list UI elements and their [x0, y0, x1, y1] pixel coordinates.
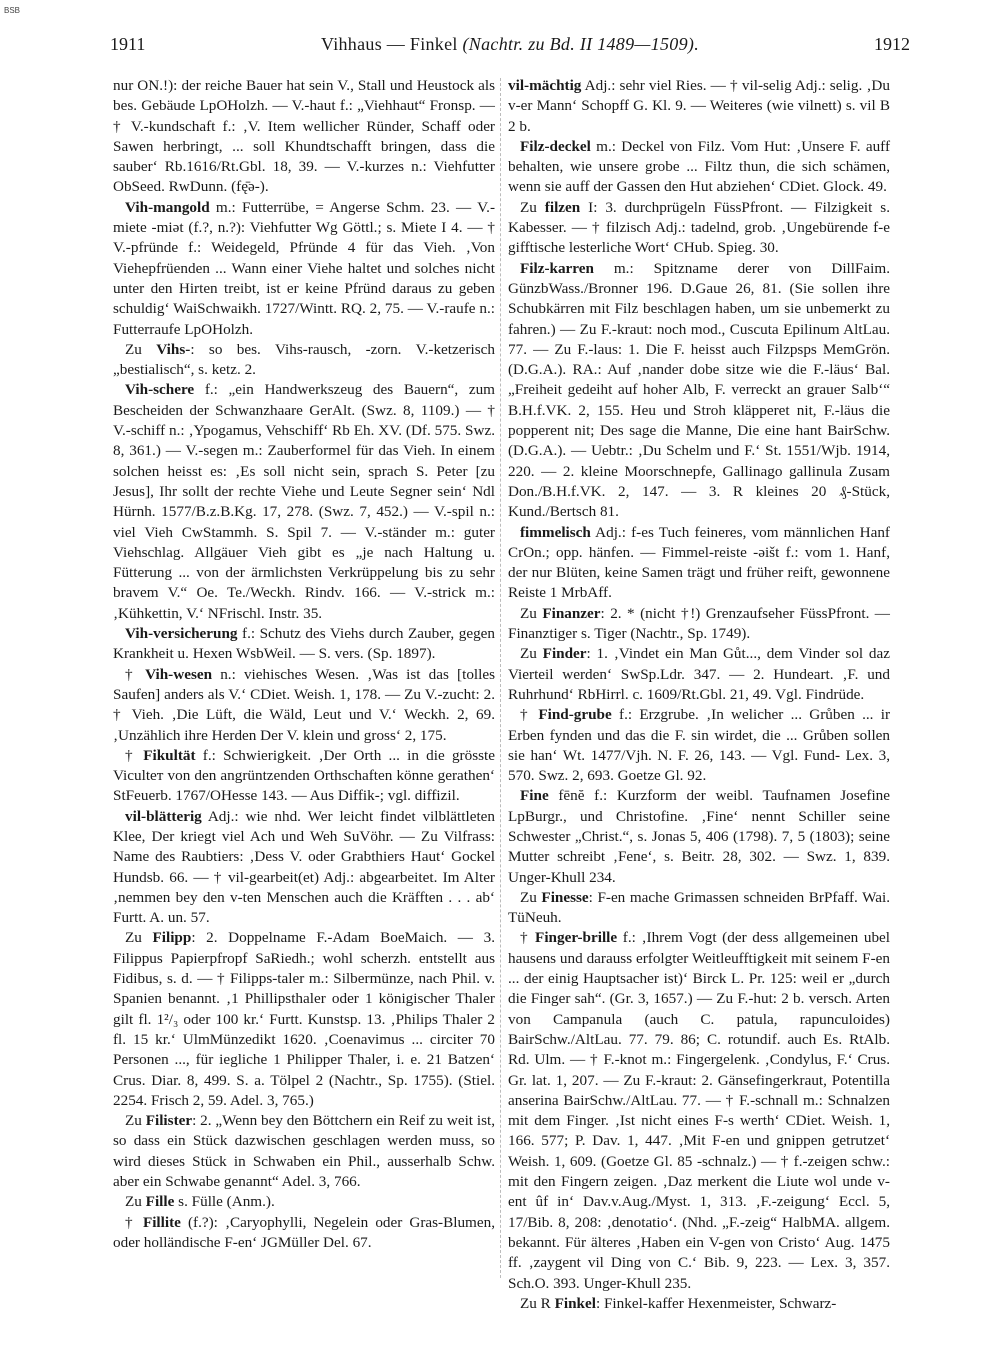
- entry-text: : 2. * (nicht †!) Grenzaufseher FüssPfront. — Finanztiger s. Tiger (Nachtr., Sp. 1749).: [508, 604, 890, 643]
- entry-headword: Filister: [145, 1112, 193, 1130]
- entry-text: m.: Deckel von Filz. Vom Hut: ‚Unsere F. auff behalten, wie unsere grobe ... Filtz thun, die sich schämen, wenn sie auff der Gassen den Hut abziehen‘ CDiet. Glock. 49.: [508, 137, 890, 196]
- entry-text: : 1. ‚Vindet ein Man Gůt..., dem Vinder sol daz Vierteil werden‘ SwSp.Ldr. 347. — 2. Hundeart. ‚F. und Ruhrhund‘ RbHirrl. c. 1609/Rt.Gbl. 21, 49. Vgl. Findrüde.: [508, 645, 891, 703]
- dictionary-entry: [508, 1294, 890, 1314]
- entry-lead: Zu: [520, 604, 543, 622]
- entry-text: Adj.: f-es Tuch feineres, vom männlichen Hanf CrOn.; opp. hänfen. — Fimmel-reiste -əišt f.: vom 1. Hanf, der nur Blüten, keine Samen trägt und früher reift, gewonnene Reiste 1 MrbAff.: [508, 523, 890, 602]
- dictionary-entry: [113, 380, 495, 624]
- entry-headword: fimmelisch: [520, 523, 591, 541]
- entry-lead: Zu: [520, 645, 543, 663]
- dictionary-entry: [508, 259, 890, 523]
- dictionary-entry: [113, 1213, 495, 1254]
- entry-headword: Fille: [145, 1193, 175, 1211]
- running-title: [110, 34, 910, 55]
- entry-text: (f.?): ‚Caryophylli, Negelein oder Gras-Blumen, oder holländische F-en‘ JGMüller Del. 67.: [113, 1213, 495, 1251]
- entry-headword: vil-blätterig: [125, 807, 202, 825]
- entry-lead: †: [125, 746, 144, 764]
- entry-headword: filzen: [544, 198, 581, 216]
- right-column: [508, 76, 891, 1312]
- entry-text: s. Fülle (Anm.).: [174, 1193, 275, 1211]
- entry-headword: Vihs-: [156, 340, 191, 358]
- entry-text: : F-en mache Grimassen schneiden BrPfaff. Wai. TüNeuh.: [508, 888, 890, 927]
- running-title-sub: (Nachtr. zu Bd. II 1489—1509).: [462, 34, 700, 54]
- entry-lead: Zu R: [520, 1294, 555, 1312]
- entry-text: f.: „ein Handwerkszeug des Bauern“, zum Bescheiden der Schwanzhaare GerAlt. (Swz. 8, 1109.) — † V.-schiff n.: ‚Ypogamus, Vehschiff‘ Rb Eh. XV. (Df. 575. Swz. 8, 361.) — V.-segen m.: Zauberformel für das Vieh. In einem solchen heisst es: ‚Es soll nicht sein, sprach S. Peter [zu Jesus], Ihr sollt der rechte Viehe und Leute Segner sein‘ Ndl Hürnh. 1577/B.z.B.Kg. 17, 278. (Swz. 7, 452.) — V.-spil n.: viel Vieh CwStammh. S. Spil 7. — V.-ständer m.: guter Viehschlag. Allgäuer Vieh gibt es „je nach Haltung u. Fütterung ... von der ärmlichsten Verkrüppelung bis zu sehr bravem V.“ Oe. Te./Weckh. Rindv. 166. — V.-strick m.: ‚Kühkettin, V.‘ NFrischl. Instr. 35.: [113, 381, 495, 622]
- entry-text: f.: Schwierigkeit. ‚Der Orth ... in die grösste Viculteт von den angrüntzenden Orthschaften könne gerathen‘ StFeuerb. 1767/OHesse 143. — Aus Diffik-; vgl. diffizil.: [113, 746, 495, 805]
- entry-text: n.: viehisches Wesen. ‚Was ist das [tolles Saufen] anders als V.‘ CDiet. Weish. 1, 178. — Zu V.-zucht: 2. † Vieh. ‚Die Lüft, die Wäld, Leut und V.‘ Weckh. 2, 69. ‚Unzählich ihre Herden Der V. klein und gross‘ 2, 175.: [113, 665, 495, 744]
- dictionary-entry: [508, 644, 890, 705]
- dictionary-entry: [113, 624, 495, 665]
- dictionary-entry: [113, 665, 495, 746]
- entry-text: : 2. Doppelname F.-Adam BoeMaich. — 3. Filippus Papierpfropf SaRiedh.; wohl scherzh. entstellt aus Fidibus, s. d. — † Filipps-taler m.: Silbermünze, nach Phil. v. Spanien benannt. ‚1 Phillipsthaler oder 1 königischer Thaler gilt fl. 1²/₃ oder 100 kr.‘ Furtt. Kunstsp. 13. ‚Philips Thaler 2 fl. 15 kr.‘ UlmMünzedikt 1620. ‚Coenavimus ... circiter 70 Personen ..., für iegliche 1 Philipper Thaler, i. e. 21 Batzen‘ Crus. Diar. 8, 499. S. a. Tölpel 2 (Nachtr., Sp. 1755). (Stiel. 2254. Frisch 2, 59. Adel. 3, 765.): [113, 929, 495, 1109]
- dictionary-entry: [113, 340, 495, 381]
- entry-text: m.: Spitzname derer von DillFaim. GünzbWass./Bronner 196. D.Gaue 26, 81. (Sie sollen ihre Schubkärren mit Filz beschlagen haben, um sie unbemerkt zu fahren.) — Zu F.-kraut: noch mod., Cuscuta Epilinum AltLau. 77. — Zu F.-laus: 1. Die F. heisst auch Filzpsps MemGrön. (D.G.A.). RA.: Auf ‚nander dobe sitze wie die F.-läus‘ Bal. „Freiheit gedeiht auf hoher Alb, F. verreckt an grauer Salb‘“ B.H.f.VK. 2, 155. Heu und Stroh kläpperet nit, F.-läus die popperent nit; Des sage die Manne, Die eine hant BairSchw. (D.G.A.). — Uebtr.: ‚Du Schelm und F.‘ St. 1551/Wjb. 1914, 220. — 2. kleine Moorschnepfe, Gallinago gallinula Zusam Don./B.H.f.VK. 2, 147. — 3. R kleines 20 ₰-Stück, Kund./Bertsch 81.: [508, 259, 890, 521]
- entry-lead: Zu: [125, 340, 157, 358]
- entry-headword: Find-grube: [538, 706, 612, 724]
- entry-text: : 2. „Wenn bey den Böttchern ein Reif zu weit ist, so dass ein Stück dazwischen geschlagen werden muss, so wird dieses Stück in Schwaben ein Phil., ausserhalb Schw. aber ein Schwabe genannt“ Adel. 3, 766.: [113, 1112, 495, 1191]
- page-header: [110, 34, 910, 58]
- entry-headword: Vih-mangold: [125, 198, 210, 216]
- entry-text: m.: Futterrübe, = Angerse Schm. 23. — V.-miete -miət (f.?, n.?): Viehfutter Wg Göttl.; s. Miete I 4. — † V.-pfründe f.: Weidegeld, Pfründe 4 für das Vieh. ‚Von Viehepfrüenden ... Wann einer Viehe haltet und solches nicht unter den Hirten treibt, ist er keine Pfründ daraus zu geben schuldig‘ WaiSchwaikh. 1727/Wintt. RQ. 2, 75. — V.-raufe n.: Futterraufe LpOHolzh.: [113, 198, 495, 338]
- entry-text: Adj.: wie nhd. Wer leicht findet vilblättleten Klee, Der kriegt viel Ach und Weh SuVöhr. — Zu Vilfrass: Name des Raubtiers: ‚Dess V. oder Grabthiers Haut‘ Gockel Hundsb. 66. — † vil-gearbeit(et) Adj.: abgearbeitet. Im Alter ‚nemmen bey den v-ten Menschen auch die Kräfften . . . ab‘ Furtt. A. un. 57.: [113, 807, 495, 927]
- entry-text: nur ON.!): der reiche Bauer hat sein V., Stall und Heustock als bes. Gebäude LpOHolzh. — V.-haut f.: „Viehhaut“ Fronsp. — † V.-kundschaft f.: ‚V. Item wellicher Ründer, Schaff oder Sawen herbringt, ... soll Khundtschafft bringen, dass die sauber‘ Rb.1616/Rt.Gbl. 18, 39. — V.-kurzes n.: Viehfutter ObSeed. RwDunn. (fę̄ə-).: [113, 77, 495, 196]
- entry-text: f.: Schutz des Viehs durch Zauber, gegen Krankheit u. Hexen WsbWeil. — S. vers. (Sp. 1897).: [113, 625, 495, 663]
- entry-headword: Filz-karren: [520, 259, 594, 277]
- library-stamp: BSB: [4, 6, 21, 15]
- entry-headword: Fine: [520, 787, 549, 805]
- dictionary-entry: [508, 76, 890, 137]
- entry-lead: Zu: [125, 1112, 146, 1130]
- entry-lead: Zu: [125, 929, 153, 947]
- dictionary-entry: [508, 705, 890, 786]
- entry-lead: Zu: [520, 198, 545, 216]
- dictionary-entry: [113, 1111, 495, 1192]
- entry-headword: Vih-versicherung: [125, 625, 238, 643]
- entry-headword: Finger-brille: [535, 929, 618, 947]
- entry-text: : so bes. Vihs-rausch, -zorn. V.-ketzerisch „bestialisch“, s. ketz. 2.: [113, 340, 496, 379]
- dictionary-entry: [113, 198, 495, 340]
- entry-lead: †: [125, 1213, 143, 1231]
- dictionary-entry: [113, 746, 495, 807]
- entry-text: : Finkel-kaffer Hexenmeister, Schwarz-: [595, 1294, 837, 1312]
- entry-headword: Finanzer: [542, 604, 601, 622]
- dictionary-entry: [113, 76, 495, 198]
- page-number-left: 1911: [110, 34, 146, 54]
- entry-headword: Filz-deckel: [520, 137, 591, 155]
- entry-headword: Filipp: [152, 929, 192, 947]
- dictionary-entry: [508, 928, 890, 1293]
- entry-headword: Finkel: [554, 1294, 596, 1312]
- entry-headword: vil-mächtig: [508, 77, 582, 94]
- entry-headword: Finesse: [541, 888, 589, 906]
- dictionary-entry: [113, 807, 495, 929]
- entry-lead: †: [125, 665, 146, 683]
- dictionary-entry: [508, 888, 890, 929]
- dictionary-entry: [508, 604, 890, 645]
- entry-lead: †: [520, 706, 539, 724]
- entry-headword: Vih-schere: [125, 381, 195, 399]
- entry-text: I: 3. durchprügeln FüssPfront. — Filzigkeit s. Kabesser. — † filzisch Adj.: tadelnd, grob. ‚Ungebürende f-e gifftische lesterliche Wort‘ CHub. Spieg. 30.: [508, 198, 890, 257]
- dictionary-entry: [113, 1192, 495, 1212]
- entry-headword: Finder: [542, 645, 587, 663]
- entry-text: fēnĕ f.: Kurzform der weibl. Taufnamen Josefine LpBurgr., und Christofine. ‚Fine‘ nennt Schiller seine Schwester „Christ.“, s. Jonas 5, 406 (1798). 7, 5 (1803); seine Mutter schreibt ‚Fene‘, s. Beitr. 28, 302. — Swz. 1, 839. Unger-Khull 234.: [508, 787, 890, 886]
- entry-text: f.: ‚Ihrem Vogt (der dess allgemeinen ubel hausens und darauss erfolgter Weitleufftigkeit mit seinem F-en ... der einig Hauptsacher ist)‘ Birck L. Pr. 125: weil er „durch die Finger sah“. (Gr. 3, 1657.) — Zu F.-hut: 2 b. versch. Arten von Campanula (auch C. patula, rapunculoides) BairSchw./AltLau. 77. 79. 86; C. rotundif. auch Es. RtAlb. Rd. Ulm. — † F.-knot m.: Fingergelenk. ‚Condylus, F.‘ Crus. Gr. lat. 1, 207. — Zu F.-kraut: 2. Gänsefingerkraut, Potentilla anserina BairSchw./AltLau. 77. — † F.-schnall m.: Schnalzen mit dem Finger. ‚Ist nicht eines F-s werth‘ CDiet. Weish. 1, 166. 577; P. Dav. 1, 447. ‚Mit F-en und gnippen getrutzet‘ Weish. 1, 609. (Goetze Gl. 85 -schnalz.) — † f.-zeigen schw.: mit den Fingern zeigen. ‚Daz merkent die Liute wol unde v-ent ûf in‘ Dav.v.Aug./Myst. 1, 313. ‚F.-zeigung‘ Eccl. 5, 17/Bib. 8, 208: ‚denotatio‘. (Nhd. „F.-zeig“ HalbMA. allgem. bekannt. Für älteres ‚Haben ein V-gen von Cristo‘ Aug. 1475 ff. ‚zaygent vil Ding von C.‘ Bib. 9, 223. — Lex. 3, 357. Sch.O. 393. Unger-Khull 235.: [508, 929, 891, 1292]
- dictionary-entry: [508, 523, 890, 604]
- entry-headword: Vih-wesen: [145, 665, 213, 683]
- dictionary-entry: [508, 137, 890, 198]
- entry-text: f.: Erzgrube. ‚In welicher ... Grůben ... ir Erben fynden und das die F. sin wirdet, die ... Grůben sollen sie han‘ Wt. 1477/Vjh. N. F. 26, 143. — Vgl. Fund- Lex. 3, 570. Swz. 2, 693. Goetze Gl. 92.: [508, 706, 890, 785]
- column-divider: [500, 78, 502, 1278]
- dictionary-entry: [508, 786, 890, 887]
- dictionary-entry: [113, 928, 495, 1111]
- entry-text: Adj.: sehr viel Ries. — † vil-selig Adj.: selig. ‚Du v-er Mann‘ Schopff G. Kl. 9. — Weiteres (wie vilnett) s. vil B 2 b.: [508, 77, 890, 135]
- left-column: [113, 76, 495, 1286]
- entry-headword: Fillite: [142, 1213, 181, 1231]
- entry-lead: Zu: [520, 888, 542, 906]
- entry-headword: Fikultät: [143, 746, 196, 764]
- page-number-right: 1912: [874, 34, 910, 54]
- entry-lead: †: [520, 929, 536, 947]
- dictionary-entry: [508, 198, 890, 259]
- entry-lead: Zu: [125, 1193, 146, 1211]
- running-title-main: Vihhaus — Finkel: [320, 34, 458, 54]
